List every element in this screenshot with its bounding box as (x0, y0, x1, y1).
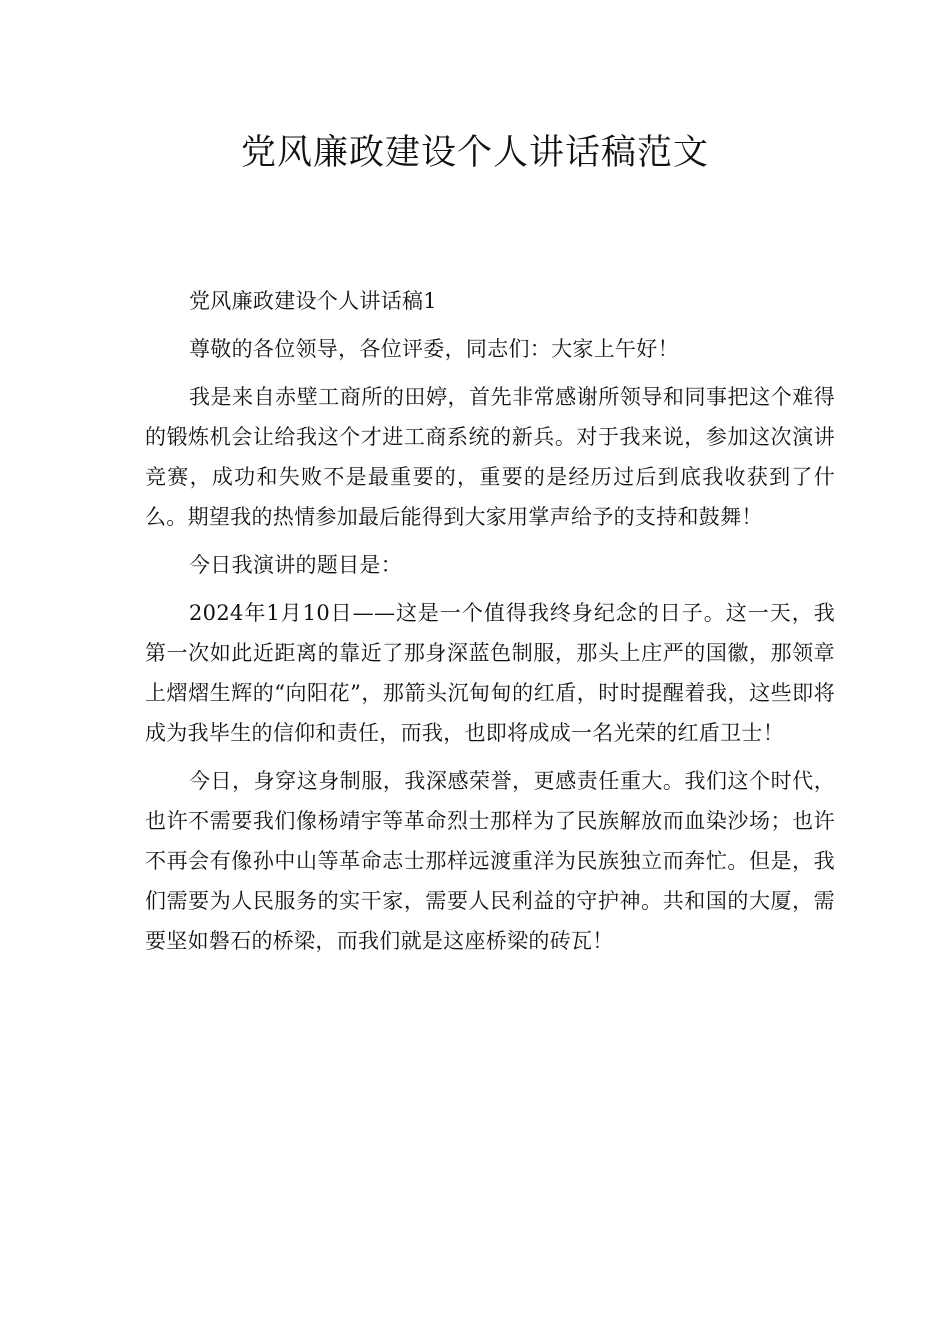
paragraph-responsibility: 今日，身穿这身制服，我深感荣誉，更感责任重大。我们这个时代，也许不需要我们像杨靖宇等革命烈士那样为了民族解放而血染沙场；也许不再会有像孙中山等革命志士那样远渡重洋为民族独立而奔忙。但是，我们需要为人民服务的实干家，需要人民利益的守护神。共和国的大厦，需要坚如磐石的桥梁，而我们就是这座桥梁的砖瓦！ (145, 769, 835, 953)
paragraph-greeting: 尊敬的各位领导，各位评委，同志们：大家上午好！ (189, 337, 679, 361)
paragraph-introduction: 我是来自赤壁工商所的田婷，首先非常感谢所领导和同事把这个难得的锻炼机会让给我这个才进工商系统的新兵。对于我来说，参加这次演讲竞赛，成功和失败不是最重要的，重要的是经历过后到底我收获到了什么。期望我的热情参加最后能得到大家用掌声给予的支持和鼓舞！ (145, 385, 835, 529)
paragraph-date: 2024年1月10日——这是一个值得我终身纪念的日子。这一天，我第一次如此近距离的靠近了那身深蓝色制服，那头上庄严的国徽，那领章上熠熠生辉的“向阳花”，那箭头沉甸甸的红盾，时时提醒着我，这些即将成为我毕生的信仰和责任，而我，也即将成成一名光荣的红盾卫士！ (145, 601, 835, 745)
document-title: 党风廉政建设个人讲话稿范文 (240, 133, 709, 173)
document-body (145, 281, 835, 961)
paragraph-topic: 今日我演讲的题目是： (189, 553, 402, 577)
paragraph-heading: 党风廉政建设个人讲话稿1 (189, 289, 437, 313)
